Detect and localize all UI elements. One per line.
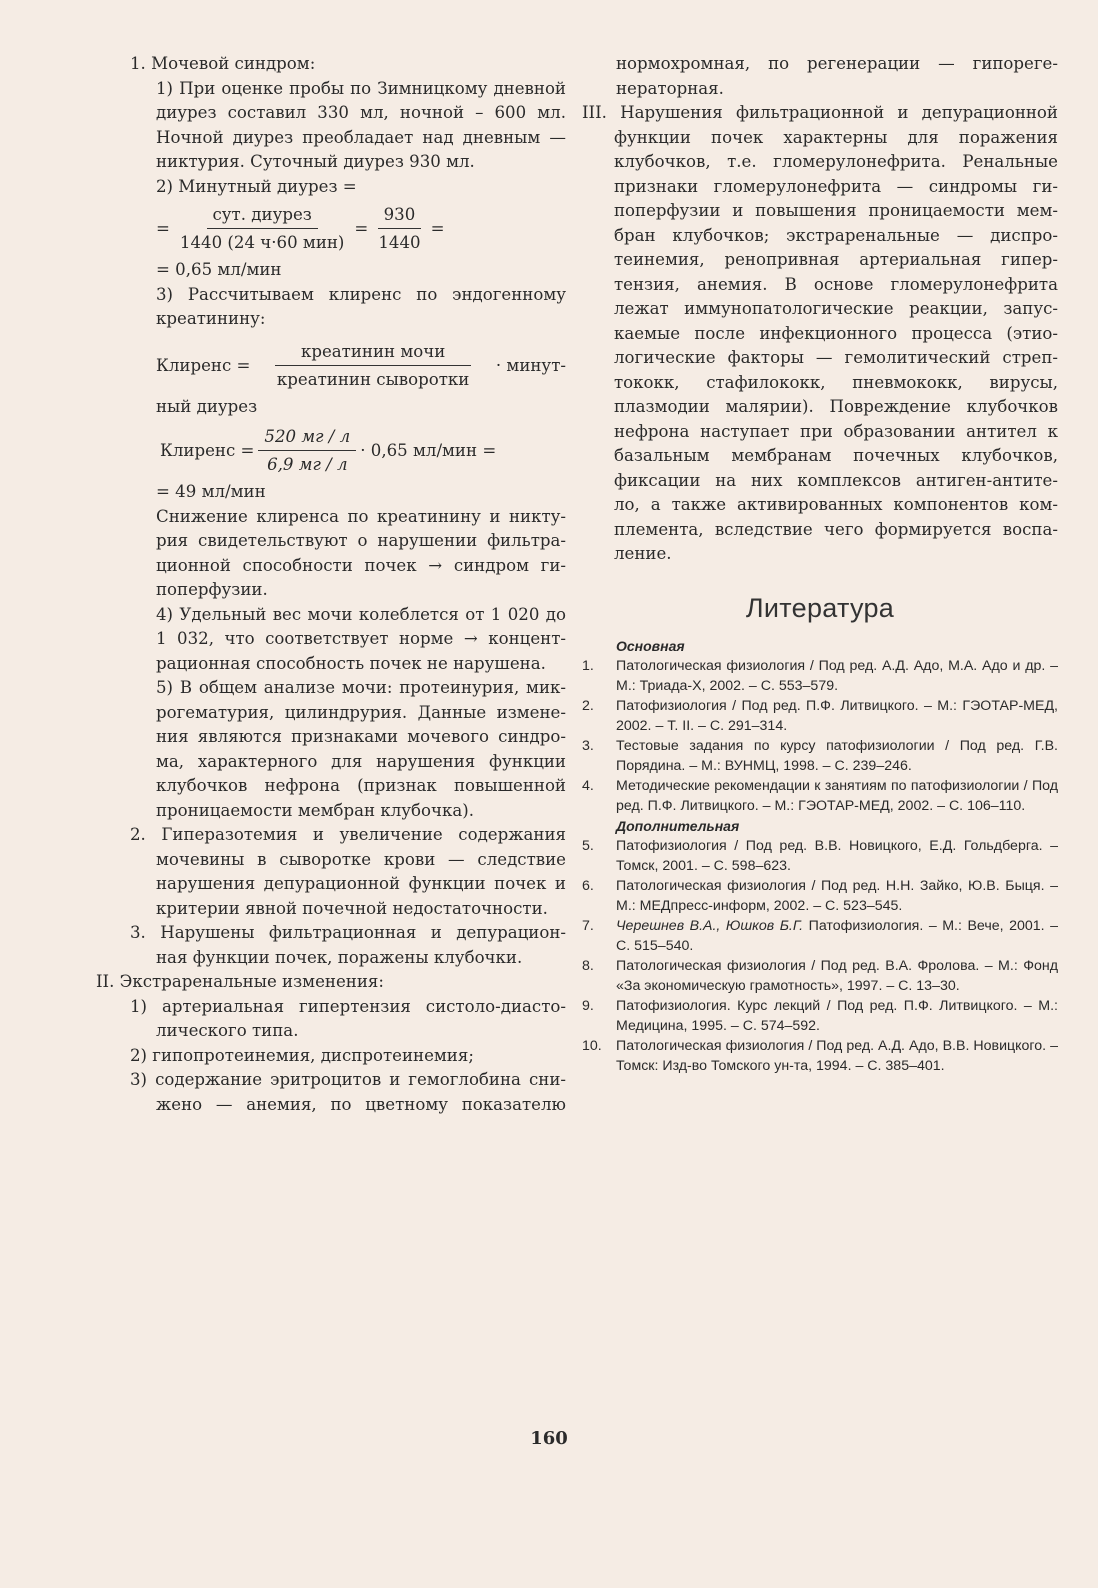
text-line: жено — анемия, по цветному показателю [156,1094,566,1114]
text-line: бран клубочков; экстраренальные — диспро- [614,225,1058,245]
text-line: тококк, стафилококк, пневмококк, вирусы, [614,372,1058,392]
text-line: нефрона наступает при образовании антител к [614,421,1058,441]
numerator: креатинин мочи [275,342,471,366]
text-line: нераторная. [616,78,724,98]
reference-list-main [582,656,1058,816]
reference-item [582,916,1058,956]
text-line: креатинину: [156,309,266,328]
denominator: 1440 [378,233,421,252]
text-line: логические факторы — гемолитический стреп- [614,348,1058,367]
literature-heading: Литература [745,592,895,623]
section-iii-line: III. Нарушения фильтрационной и депурационной [582,103,1058,122]
reference-text: Патологическая физиология / Под ред. В.А. Фролова. – М.: Фонд «За экономическую грамотность», 1997. – С. 13–30. [616,957,1058,994]
reference-number: 4. [582,777,594,794]
text-line: лежат иммунопатологические реакции, запус- [614,299,1058,318]
result-line: = 49 мл/мин [156,482,266,501]
formula-label: Клиренс = [156,355,251,375]
formula-label: Клиренс = [160,441,255,460]
section-ii-heading: II. Экстраренальные изменения: [96,972,384,991]
reference-item [582,836,1058,876]
text-line: функции почек характерны для поражения [614,127,1058,147]
fraction [271,342,475,389]
reference-text: Патофизиология. Курс лекций / Под ред. П.Ф. Литвицкого. – М.: Медицина, 1995. – С. 574–592. [616,997,1058,1034]
text-line: нарушения депурационной функции почек и [156,874,566,893]
text-line: рогематурия, цилиндрурия. Данные измене- [156,702,566,722]
denominator: 1440 (24 ч·60 мин) [179,233,345,252]
reference-item [582,1036,1058,1076]
left-column [96,52,566,1117]
text-line: никтурия. Суточный диурез 930 мл. [156,152,475,171]
text-line: теинемия, ренопривная артериальная гипер- [614,250,1058,269]
reference-number: 9. [582,997,594,1014]
text-line: тензия, анемия. В основе гломерулонефрита [614,274,1058,294]
text-line: 1) артериальная гипертензия систоло-диасто- [130,996,566,1016]
denominator: креатинин сыворотки [276,369,470,389]
fraction [258,427,356,474]
reference-number: 2. [582,697,594,714]
text-line: нормохромная, по регенерации — гипореге- [616,54,1058,73]
text-line: лического типа. [156,1021,299,1040]
text-line: ный диурез [156,396,258,416]
reference-rest: Патофизиология. – М.: Вече, 2001. – С. 515–540. [616,917,1059,954]
denominator: 6,9 мг / л [267,455,348,474]
text-line: ная функции почек, поражены клубочки. [156,947,523,967]
text-line: ло, а также активированных компонентов ком- [614,495,1058,514]
text-line: ление. [614,544,672,563]
reference-number: 1. [582,657,594,674]
formula-tail: · минут- [495,355,566,375]
item-1-heading: 1. Мочевой синдром: [130,54,316,73]
text-line: 1 032, что соответствует норме → концент- [156,629,566,648]
reference-text: Патологическая физиология / Под ред. Н.Н. Зайко, Ю.В. Быця. – М.: МЕДпресс-информ, 2002. – С. 523–545. [616,877,1058,914]
text-line: клубочков нефрона (признак повышенной [156,776,566,795]
text-line: ма, характерного для нарушения функции [156,751,566,771]
reference-list-extra [582,836,1058,1076]
reference-text: Тестовые задания по курсу патофизиологии / Под ред. Г.В. Порядина. – М.: ВУНМЦ, 1998. – С. 239–246. [616,737,1058,774]
text-line: критерии явной почечной недостаточности. [156,898,548,918]
text-line: 1) При оценке пробы по Зимницкому дневной [156,78,566,98]
reference-text [616,916,1058,956]
text-line: поперфузии и повышения проницаемости мем- [614,201,1058,220]
right-column [582,52,1058,1076]
reference-text: Патофизиология / Под ред. П.Ф. Литвицкого. – М.: ГЭОТАР-МЕД, 2002. – Т. II. – С. 291–314. [616,697,1058,734]
text-line: диурез составил 330 мл, ночной – 600 мл. [156,103,566,122]
text-line: каемые после инфекционного процесса (этио- [614,323,1058,343]
text-line: 3) содержание эритроцитов и гемоглобина сни- [130,1070,566,1089]
reference-number: 6. [582,877,594,894]
reference-number: 8. [582,957,594,974]
text-line: Снижение клиренса по креатинину и никту- [156,506,566,526]
text-line: плазмодии малярии). Повреждение клубочков [614,397,1058,416]
result-line: = 0,65 мл/мин [156,260,282,279]
reference-text: Патофизиология / Под ред. В.В. Новицкого, Е.Д. Гольдберга. – Томск, 2001. – С. 598–623. [616,837,1058,874]
formula-clearance-values [96,427,566,474]
main-literature-subheading: Основная [616,637,685,654]
text-line: базальным мембранам почечных клубочков, [614,446,1058,465]
reference-number: 3. [582,737,594,754]
fraction [372,205,426,252]
text-line: проницаемости мембран клубочка). [156,800,474,820]
reference-item [582,996,1058,1036]
extra-literature-subheading: Дополнительная [616,817,740,834]
text-line: ния являются признаками мочевого синдро- [156,727,566,746]
formula-tail: · 0,65 мл/мин = [360,441,497,460]
text-line: рия свидетельствуют о нарушении фильтра- [156,531,566,550]
reference-item [582,696,1058,736]
formula-minute-diuresis: = $\frac{\text{сут. диурез}}{\text{1440 (24 ч·60 мин)}}$ = $\frac{930}{1440}$ = [156,205,445,252]
text-line: клубочков, т.е. гломерулонефрита. Ренальные [614,152,1058,171]
reference-text: Патологическая физиология / Под ред. А.Д. Адо, М.А. Адо и др. – М.: Триада-Х, 2002. – С. 553–579. [616,657,1058,694]
numerator: 930 [378,205,422,229]
item-2-line: 2. Гиперазотемия и увеличение содержания [130,825,566,844]
text-line: 2) гипопротеинемия, диспротеинемия; [130,1045,474,1065]
text-line: фиксации на них комплексов антиген-антите- [614,470,1058,490]
numerator: 520 мг / л [258,427,356,451]
reference-text: Методические рекомендации к занятиям по патофизиологии / Под ред. П.Ф. Литвицкого. – М.: ГЭОТАР-МЕД, 2002. – С. 106–110. [616,777,1058,814]
reference-number: 10. [582,1037,602,1054]
text-line: племента, вследствие чего формируется воспа- [614,519,1058,539]
numerator: сут. диурез [207,205,318,229]
text-line: ционной способности почек → синдром ги- [156,555,566,575]
reference-number: 7. [582,917,594,934]
formula-clearance [96,342,566,389]
reference-number: 5. [582,837,594,854]
reference-item [582,736,1058,776]
text-line: 5) В общем анализе мочи: протеинурия, мик- [156,678,566,697]
fraction [174,205,351,252]
reference-item [582,876,1058,916]
reference-item [582,776,1058,816]
text-line: 4) Удельный вес мочи колеблется от 1 020 до [156,604,566,624]
reference-item [582,956,1058,996]
text-line: Ночной диурез преобладает над дневным — [156,127,566,147]
text-line: 3) Рассчитываем клиренс по эндогенному [156,284,566,304]
reference-item [582,656,1058,696]
reference-authors: Черешнев В.А., Юшков Б.Г. [616,917,804,934]
text-line: признаки гломерулонефрита — синдромы ги- [614,176,1058,196]
item-3-line: 3. Нарушены фильтрационная и депурацион- [130,923,566,942]
text-line: рационная способность почек не нарушена. [156,653,546,673]
page-number: 160 [530,1428,568,1449]
text-line: мочевины в сыворотке крови — следствие [156,849,566,869]
text-line: 2) Минутный диурез = [156,176,357,196]
reference-text: Патологическая физиология / Под ред. А.Д. Адо, В.В. Новицкого. – Томск: Изд-во Томского ун-та, 1994. – С. 385–401. [616,1037,1058,1074]
text-line: поперфузии. [156,580,268,599]
